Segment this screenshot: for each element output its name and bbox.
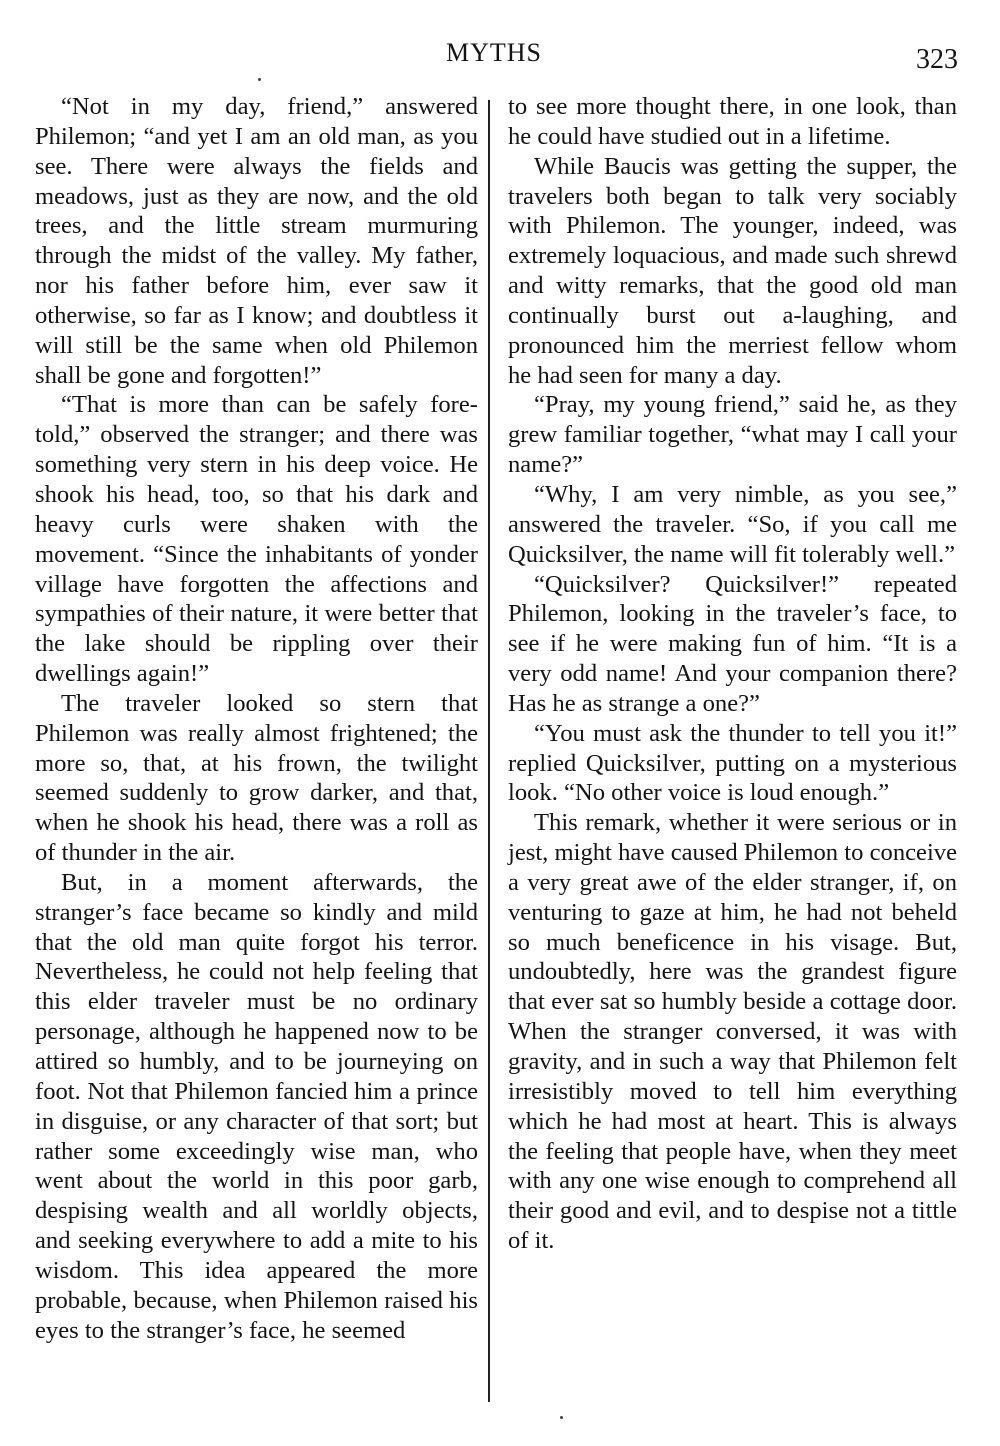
running-title: MYTHS	[446, 38, 543, 67]
left-column	[35, 92, 478, 1345]
page-number: 323	[916, 44, 958, 75]
print-speck	[258, 78, 261, 81]
paragraph: “You must ask the thunder to tell you it!” replied Quicksilver, putting on a mysterious look. “No other voice is loud enough.”	[508, 719, 957, 807]
paragraph: While Baucis was getting the supper, the travelers both began to talk very sociably with Philemon. The younger, indeed, was extremely loquacious, and made such shrewd and witty remarks, that the good old man continually burst out a-laughing, and pronounced him the merriest fellow whom he had seen for many a day.	[508, 152, 957, 389]
print-speck	[560, 1416, 563, 1419]
continued-paragraph: to see more thought there, in one look, than he could have studied out in a lifetime.	[508, 93, 957, 150]
paragraph: “That is more than can be safely foretold,” observed the stranger; and there was something very stern in his deep voice. He shook his head, too, so that his dark and heavy curls were shaken with the movement. “Since the inhabitants of yonder village have forgotten the affections and sympathies of their nature, it were better that the lake should be rippling over their dwellings again!”	[35, 391, 478, 688]
running-head	[0, 38, 1000, 78]
paragraph: But, in a moment afterwards, the stranger’s face became so kindly and mild that the old man quite forgot his terror. Nevertheless, he could not help feeling that this elder traveler must be no ordinary personage, although he happened now to be attired so humbly, and to be journeying on foot. Not that Philemon fancied him a prince in disguise, or any character of that sort; but rather some exceedingly wise man, who went about the world in this poor garb, despising wealth and all worldly objects, and seeking everywhere to add a mite to his wisdom. This idea appeared the more probable, because, when Philemon raised his eyes to the stranger’s face, he seemed	[35, 868, 478, 1344]
paragraph: “Not in my day, friend,” answered Philemon; “and yet I am an old man, as you see. There were always the fields and meadows, just as they are now, and the old trees, and the little stream murmuring through the midst of the valley. My father, nor his father before him, ever saw it otherwise, so far as I know; and doubtless it will still be the same when old Philemon shall be gone and forgotten!”	[35, 93, 478, 389]
paragraph: “Quicksilver? Quicksilver!” repeated Philemon, looking in the traveler’s face, to see if he were making fun of him. “It is a very odd name! And your companion there? Has he as strange a one?”	[508, 570, 957, 717]
paragraph: The traveler looked so stern that Philemon was really almost frightened; the more so, that, at his frown, the twilight seemed suddenly to grow darker, and that, when he shook his head, there was a roll as of thunder in the air.	[35, 689, 478, 867]
right-column	[508, 92, 957, 1256]
column-divider	[488, 100, 490, 1402]
paragraph: This remark, whether it were serious or in jest, might have caused Philemon to conceive a very great awe of the elder stranger, if, on venturing to gaze at him, he had not beheld so much beneficence in his visage. But, undoubtedly, here was the grandest figure that ever sat so humbly beside a cottage door. When the stranger conversed, it was with gravity, and in such a way that Philemon felt irresistibly moved to tell him everything which he had most at heart. This is always the feeling that people have, when they meet with any one wise enough to comprehend all their good and evil, and to despise not a tittle of it.	[508, 809, 957, 1255]
paragraph: “Pray, my young friend,” said he, as they grew familiar together, “what may I call your name?”	[508, 391, 957, 479]
paragraph: “Why, I am very nimble, as you see,” answered the traveler. “So, if you call me Quicksilver, the name will fit tolerably well.”	[508, 480, 957, 568]
